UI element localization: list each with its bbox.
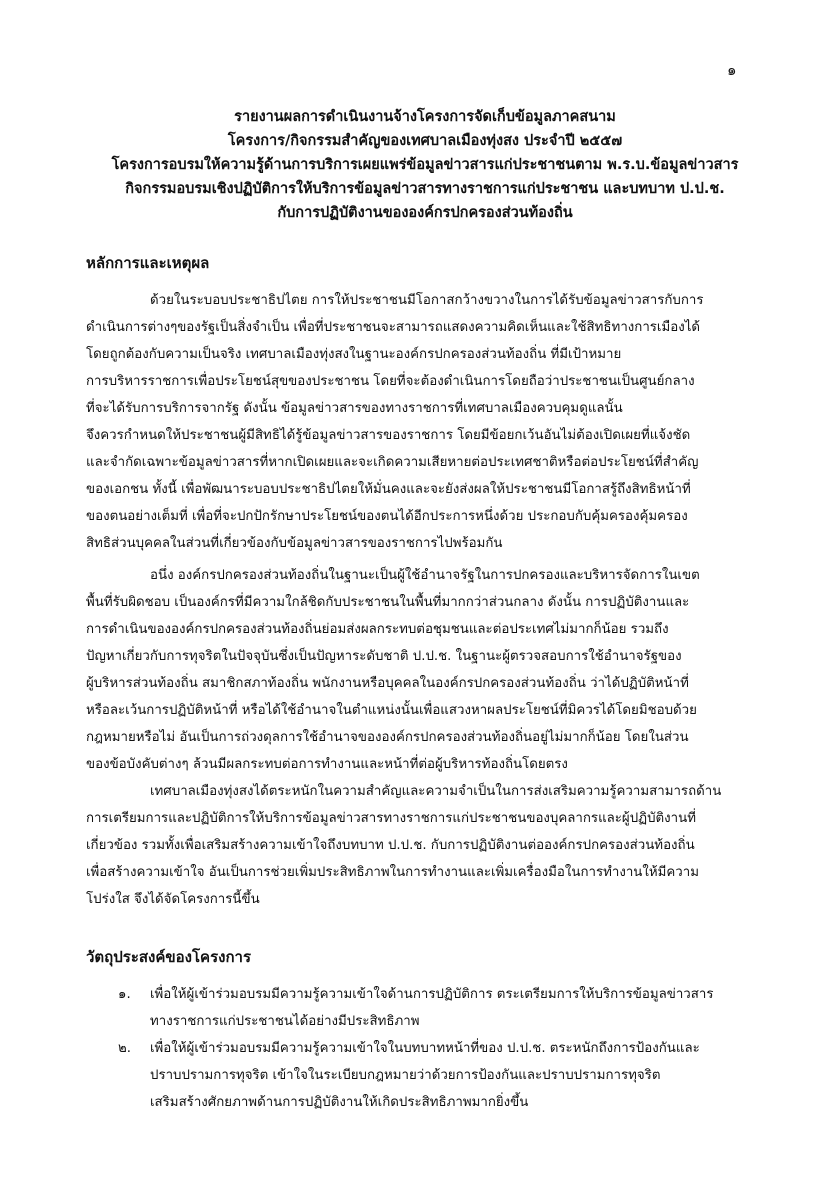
paragraph-line: ที่จะได้รับการบริการจากรัฐ ดังนั้น ข้อมูลข่าวสารของทางราชการที่เทศบาลเมืองควบคุมดูแลนั้น: [86, 401, 623, 416]
title-line: โครงการ/กิจกรรมสำคัญของเทศบาลเมืองทุ่งสง ประจำปี ๒๕๕๗: [227, 133, 623, 149]
paragraph-line: โปร่งใส จึงได้จัดโครงการนี้ขึ้น: [86, 892, 260, 907]
title-line: โครงการอบรมให้ความรู้ด้านการบริการเผยแพร่ข้อมูลข่าวสารแก่ประชาชนตาม พ.ร.บ.ข้อมูลข่าวสาร: [111, 157, 739, 173]
paragraph-line: ดำเนินการต่างๆของรัฐเป็นสิ่งจำเป็น เพื่อที่ประชาชนจะสามารถแสดงความคิดเห็นและใช้สิทธิทางการเมืองได้: [86, 320, 701, 335]
paragraph-line: ผู้บริหารส่วนท้องถิ่น สมาชิกสภาท้องถิ่น พนักงานหรือบุคคลในองค์กรปกครองส่วนท้องถิ่น ว่าได้ปฏิบัติหน้าที่: [86, 676, 689, 691]
paragraph-line: ปัญหาเกี่ยวกับการทุจริตในปัจจุบันซึ่งเป็นปัญหาระดับชาติ ป.ป.ช. ในฐานะผู้ตรวจสอบการใช้อำนาจรัฐของ: [86, 649, 682, 664]
paragraph-line: เพื่อสร้างความเข้าใจ อันเป็นการช่วยเพิ่มประสิทธิภาพในการทำงานและเพิ่มเครื่องมือในการทำงานให้มีความ: [86, 865, 700, 880]
paragraph-line: และจำกัดเฉพาะข้อมูลข่าวสารที่หากเปิดเผยและจะเกิดความเสียหายต่อประเทศชาติหรือต่อประโยชน์ที่สำคัญ: [86, 455, 699, 470]
title-line: รายงานผลการดำเนินงานจ้างโครงการจัดเก็บข้อมูลภาคสนาม: [234, 109, 616, 125]
title-line: กับการปฏิบัติงานขององค์กรปกครองส่วนท้องถิ่น: [277, 205, 573, 221]
objective-line: ปราบปรามการทุจริต เข้าใจในระเบียบกฎหมายว่าด้วยการป้องกันและปราบปรามการทุจริต: [150, 1068, 661, 1083]
document-title: [80, 105, 770, 225]
paragraph-line: เทศบาลเมืองทุ่งสงได้ตระหนักในความสำคัญและความจำเป็นในการส่งเสริมความรู้ความสามารถด้าน: [150, 784, 722, 799]
paragraph-line: อนึ่ง องค์กรปกครองส่วนท้องถิ่นในฐานะเป็นผู้ใช้อำนาจรัฐในการปกครองและบริหารจัดการในเขต: [150, 568, 700, 583]
objective-line: เพื่อให้ผู้เข้าร่วมอบรมมีความรู้ความเข้าใจในบทบาทหน้าที่ของ ป.ป.ช. ตระหนักถึงการป้องกันและ: [150, 1041, 700, 1056]
paragraph-line: ด้วยในระบอบประชาธิปไตย การให้ประชาชนมีโอกาสกว้างขวางในการได้รับข้อมูลข่าวสารกับการ: [150, 293, 704, 308]
principles-heading: หลักการและเหตุผล: [86, 254, 210, 272]
objective-line: เสริมสร้างศักยภาพด้านการปฏิบัติงานให้เกิดประสิทธิภาพมากยิ่งขึ้น: [150, 1095, 529, 1110]
paragraph-line: พื้นที่รับผิดชอบ เป็นองค์กรที่มีความใกล้ชิดกับประชาชนในพื้นที่มากกว่าส่วนกลาง ดังนั้น การปฏิบัติงานและ: [86, 595, 690, 610]
objectives-heading: วัตถุประสงค์ของโครงการ: [86, 948, 252, 966]
objective-number: ๒.: [118, 1041, 131, 1056]
paragraph-line: การเตรียมการและปฏิบัติการให้บริการข้อมูลข่าวสารทางราชการแก่ประชาชนของบุคลากรและผู้ปฏิบัติงานที่: [86, 811, 696, 826]
paragraph-line: ของข้อบังคับต่างๆ ล้วนมีผลกระทบต่อการทำงานและหน้าที่ต่อผู้บริหารท้องถิ่นโดยตรง: [86, 757, 568, 772]
paragraph-line: ของเอกชน ทั้งนี้ เพื่อพัฒนาระบอบประชาธิปไตยให้มั่นคงและจะยังส่งผลให้ประชาชนมีโอกาสรู้ถึงสิทธิหน้าที่: [86, 482, 691, 497]
paragraph-line: ของตนอย่างเต็มที่ เพื่อที่จะปกปักรักษาประโยชน์ของตนได้อีกประการหนึ่งด้วย ประกอบกับคุ้มครองคุ้มครอง: [86, 509, 688, 524]
paragraph-line: การดำเนินขององค์กรปกครองส่วนท้องถิ่นย่อมส่งผลกระทบต่อชุมชนและต่อประเทศไม่มากก็น้อย รวมถึง: [86, 622, 669, 637]
page-number: ๑: [727, 61, 737, 79]
paragraph-line: สิทธิส่วนบุคคลในส่วนที่เกี่ยวข้องกับข้อมูลข่าวสารของราชการไปพร้อมกัน: [86, 536, 503, 551]
paragraph-line: โดยถูกต้องกับความเป็นจริง เทศบาลเมืองทุ่งสงในฐานะองค์กรปกครองส่วนท้องถิ่น ที่มีเป้าหมาย: [86, 347, 622, 362]
objective-number: ๑.: [118, 987, 131, 1002]
paragraph-line: จึงควรกำหนดให้ประชาชนผู้มีสิทธิได้รู้ข้อมูลข่าวสารของราชการ โดยมีข้อยกเว้นอันไม่ต้องเปิดเผยที่แจ้งชัด: [86, 428, 691, 443]
paragraph-line: หรือละเว้นการปฏิบัติหน้าที่ หรือได้ใช้อำนาจในตำแหน่งนั้นเพื่อแสวงหาผลประโยชน์ที่มิควรได้โดยมิชอบด้วย: [86, 703, 697, 718]
title-line: กิจกรรมอบรมเชิงปฏิบัติการให้บริการข้อมูลข่าวสารทางราชการแก่ประชาชน และบทบาท ป.ป.ช.: [125, 181, 725, 197]
paragraph-line: เกี่ยวข้อง รวมทั้งเพื่อเสริมสร้างความเข้าใจถึงบทบาท ป.ป.ช. กับการปฏิบัติงานต่อองค์กรปกครองส่วนท้องถิ่น: [86, 838, 695, 853]
objective-line: เพื่อให้ผู้เข้าร่วมอบรมมีความรู้ความเข้าใจด้านการปฏิบัติการ ตระเตรียมการให้บริการข้อมูลข่าวสาร: [150, 987, 714, 1002]
objective-line: ทางราชการแก่ประชาชนได้อย่างมีประสิทธิภาพ: [150, 1014, 420, 1029]
paragraph-line: กฎหมายหรือไม่ อันเป็นการถ่วงดุลการใช้อำนาจขององค์กรปกครองส่วนท้องถิ่นอยู่ไม่มากก็น้อย โดยในส่วน: [86, 730, 689, 745]
paragraph-line: การบริหารราชการเพื่อประโยชน์สุขของประชาชน โดยที่จะต้องดำเนินการโดยถือว่าประชาชนเป็นศูนย์กลาง: [86, 374, 695, 389]
